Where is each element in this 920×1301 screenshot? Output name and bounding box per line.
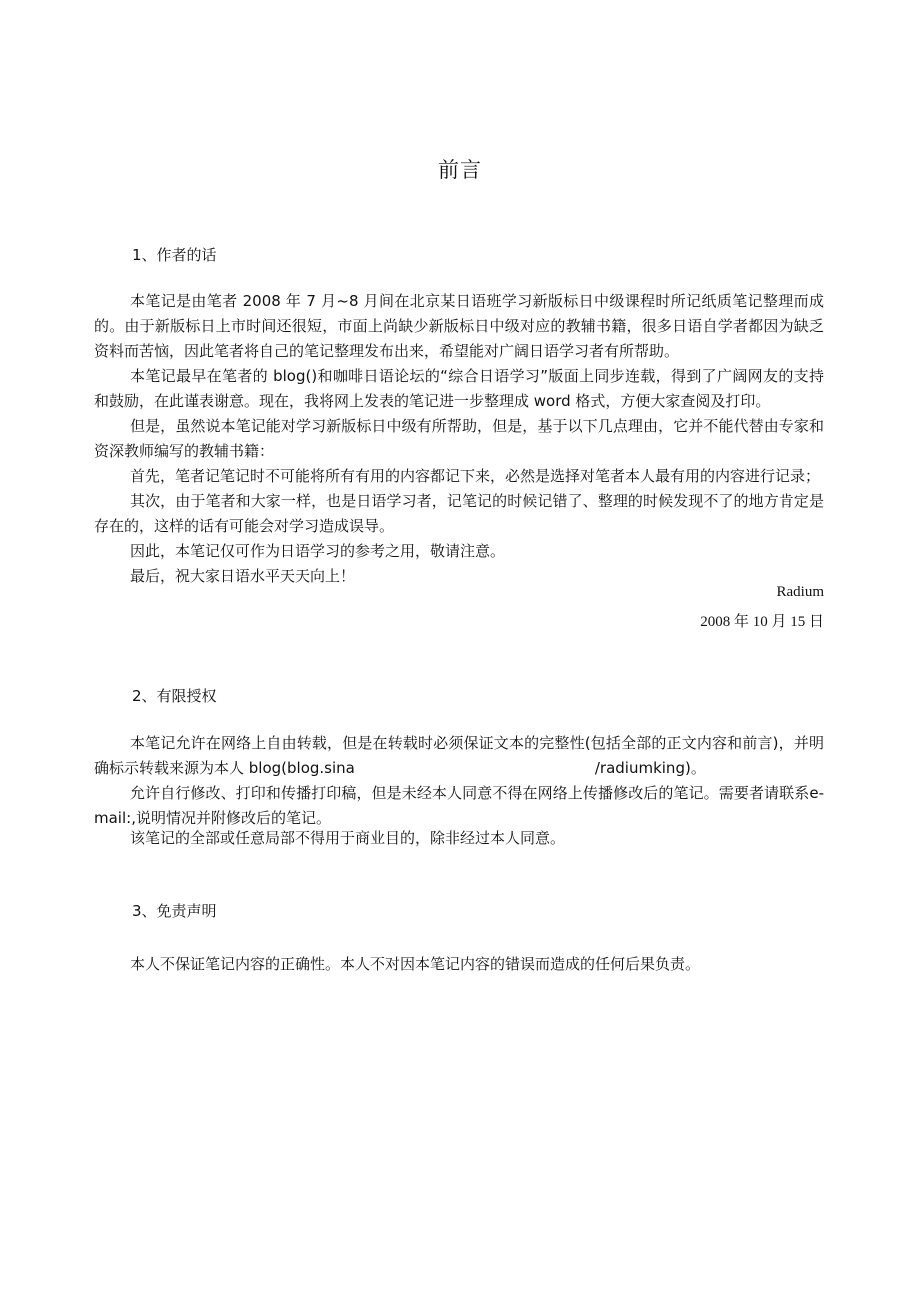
license-text: 本笔记允许在网络上自由转载，但是在转载时必须保证文本的完整性(包括全部的正文内容和前言)，并明确标示转载来源为本人 blog(blog.sina — [94, 734, 824, 777]
paragraph: 因此，本笔记仅可作为日语学习的参考之用，敬请注意。 — [130, 542, 506, 560]
section-heading-authors-note: 1、作者的话 — [132, 246, 217, 264]
paragraph-license — [94, 731, 824, 781]
paragraph: 该笔记的全部或任意局部不得用于商业目的，除非经过本人同意。 — [130, 829, 566, 847]
paragraph: 首先，笔者记笔记时不可能将所有有用的内容都记下来，必然是选择对笔者本人最有用的内容进行记录； — [130, 467, 821, 485]
paragraph: 本人不保证笔记内容的正确性。本人不对因本笔记内容的错误而造成的任何后果负责。 — [130, 955, 701, 973]
paragraph: 本笔记最早在笔者的 blog()和咖啡日语论坛的“综合日语学习”版面上同步连载，得到了广阔网友的支持和鼓励，在此谨表谢意。现在，我将网上发表的笔记进一步整理成 word 格式，方便大家查阅及打印。 — [94, 367, 824, 410]
paragraph: 允许自行修改、打印和传播打印稿，但是未经本人同意不得在网络上传播修改后的笔记。需要者请联系e-mail:,说明情况并附修改后的笔记。 — [94, 784, 824, 827]
paragraph: 但是，虽然说本笔记能对学习新版标日中级有所帮助，但是，基于以下几点理由，它并不能代替由专家和资深教师编写的教辅书籍： — [94, 417, 824, 460]
section-heading-disclaimer: 3、免责声明 — [132, 902, 217, 920]
paragraph: 本笔记是由笔者 2008 年 7 月~8 月间在北京某日语班学习新版标日中级课程时所记纸质笔记整理而成的。由于新版标日上市时间还很短，市面上尚缺少新版标日中级对应的教辅书籍，很多日语自学者都因为缺乏资料而苦恼，因此笔者将自己的笔记整理发布出来，希望能对广阔日语学习者有所帮助。 — [94, 292, 824, 360]
section-heading-limited-license: 2、有限授权 — [132, 687, 217, 705]
paragraph: 最后，祝大家日语水平天天向上！ — [130, 567, 356, 585]
date: 2008 年 10 月 15 日 — [700, 614, 824, 630]
license-text-end: /radiumking)。 — [594, 759, 706, 777]
signature: Radium — [776, 584, 824, 600]
paragraph: 其次，由于笔者和大家一样，也是日语学习者，记笔记的时候记错了、整理的时候发现不了的地方肯定是存在的，这样的话有可能会对学习造成误导。 — [94, 492, 824, 535]
page-title: 前言 — [438, 158, 482, 182]
